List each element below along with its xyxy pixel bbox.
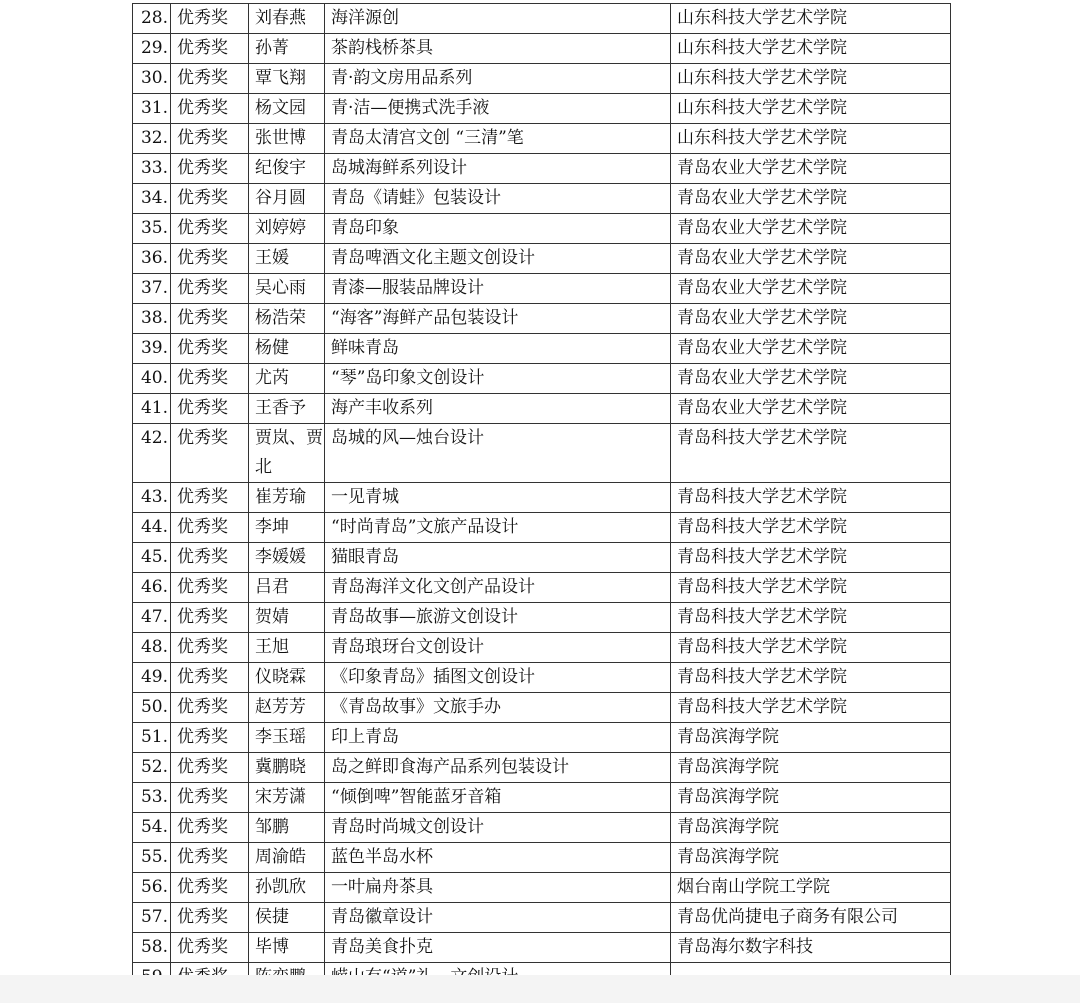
row-number-cell: 28. bbox=[133, 4, 171, 34]
winner-name-cell: 贾岚、贾北 bbox=[249, 424, 325, 483]
winner-name-cell: 周渝皓 bbox=[249, 843, 325, 873]
row-number-cell: 57. bbox=[133, 903, 171, 933]
institution-cell: 青岛农业大学艺术学院 bbox=[671, 244, 951, 274]
table-row bbox=[133, 663, 951, 693]
winner-name-cell: 王旭 bbox=[249, 633, 325, 663]
award-level-cell: 优秀奖 bbox=[171, 154, 249, 184]
row-number-cell: 51. bbox=[133, 723, 171, 753]
institution-cell: 青岛农业大学艺术学院 bbox=[671, 334, 951, 364]
award-level-cell: 优秀奖 bbox=[171, 4, 249, 34]
award-level-cell: 优秀奖 bbox=[171, 753, 249, 783]
award-level-cell: 优秀奖 bbox=[171, 903, 249, 933]
work-title-cell: 海洋源创 bbox=[325, 4, 671, 34]
winner-name-cell: 邹鹏 bbox=[249, 813, 325, 843]
work-title-cell: 青岛徽章设计 bbox=[325, 903, 671, 933]
award-level-cell: 优秀奖 bbox=[171, 693, 249, 723]
table-row bbox=[133, 394, 951, 424]
winner-name-cell: 纪俊宇 bbox=[249, 154, 325, 184]
work-title-cell: 青岛美食扑克 bbox=[325, 933, 671, 963]
institution-cell: 青岛农业大学艺术学院 bbox=[671, 394, 951, 424]
table-row bbox=[133, 933, 951, 963]
award-level-cell: 优秀奖 bbox=[171, 364, 249, 394]
table-row bbox=[133, 723, 951, 753]
row-number-cell: 31. bbox=[133, 94, 171, 124]
table-row bbox=[133, 334, 951, 364]
institution-cell: 山东科技大学艺术学院 bbox=[671, 4, 951, 34]
winner-name-cell: 侯捷 bbox=[249, 903, 325, 933]
work-title-cell: “倾倒啤”智能蓝牙音箱 bbox=[325, 783, 671, 813]
row-number-cell: 43. bbox=[133, 483, 171, 513]
row-number-cell: 36. bbox=[133, 244, 171, 274]
winner-name-cell: 崔芳瑜 bbox=[249, 483, 325, 513]
winner-name-cell: 刘春燕 bbox=[249, 4, 325, 34]
row-number-cell: 39. bbox=[133, 334, 171, 364]
work-title-cell: 猫眼青岛 bbox=[325, 543, 671, 573]
institution-cell: 青岛优尚捷电子商务有限公司 bbox=[671, 903, 951, 933]
work-title-cell: 青岛故事—旅游文创设计 bbox=[325, 603, 671, 633]
work-title-cell: 青岛时尚城文创设计 bbox=[325, 813, 671, 843]
winner-name-cell: 杨文园 bbox=[249, 94, 325, 124]
award-level-cell: 优秀奖 bbox=[171, 244, 249, 274]
row-number-cell: 53. bbox=[133, 783, 171, 813]
work-title-cell: 青·韵文房用品系列 bbox=[325, 64, 671, 94]
work-title-cell: 一见青城 bbox=[325, 483, 671, 513]
winner-name-cell: 冀鹏晓 bbox=[249, 753, 325, 783]
institution-cell: 青岛滨海学院 bbox=[671, 783, 951, 813]
row-number-cell: 47. bbox=[133, 603, 171, 633]
winner-name-cell: 仪晓霖 bbox=[249, 663, 325, 693]
winner-name-cell: 李媛媛 bbox=[249, 543, 325, 573]
award-level-cell: 优秀奖 bbox=[171, 573, 249, 603]
institution-cell: 烟台南山学院工学院 bbox=[671, 873, 951, 903]
row-number-cell: 30. bbox=[133, 64, 171, 94]
award-level-cell: 优秀奖 bbox=[171, 543, 249, 573]
winner-name-cell: 刘婷婷 bbox=[249, 214, 325, 244]
table-row bbox=[133, 364, 951, 394]
winner-name-cell: 吕君 bbox=[249, 573, 325, 603]
institution-cell: 青岛农业大学艺术学院 bbox=[671, 154, 951, 184]
winner-name-cell: 王媛 bbox=[249, 244, 325, 274]
table-row bbox=[133, 483, 951, 513]
institution-cell: 青岛科技大学艺术学院 bbox=[671, 483, 951, 513]
institution-cell: 青岛科技大学艺术学院 bbox=[671, 424, 951, 483]
work-title-cell: 茶韵栈桥茶具 bbox=[325, 34, 671, 64]
table-row bbox=[133, 94, 951, 124]
table-row bbox=[133, 543, 951, 573]
table-row bbox=[133, 154, 951, 184]
row-number-cell: 45. bbox=[133, 543, 171, 573]
table-row bbox=[133, 34, 951, 64]
institution-cell: 青岛农业大学艺术学院 bbox=[671, 184, 951, 214]
institution-cell: 山东科技大学艺术学院 bbox=[671, 64, 951, 94]
table-row bbox=[133, 304, 951, 334]
table-row bbox=[133, 753, 951, 783]
table-row bbox=[133, 124, 951, 154]
award-level-cell: 优秀奖 bbox=[171, 274, 249, 304]
winner-name-cell: 毕博 bbox=[249, 933, 325, 963]
institution-cell: 青岛科技大学艺术学院 bbox=[671, 693, 951, 723]
winner-name-cell: 杨浩荣 bbox=[249, 304, 325, 334]
work-title-cell: 蓝色半岛水杯 bbox=[325, 843, 671, 873]
row-number-cell: 46. bbox=[133, 573, 171, 603]
winner-name-cell: 王香予 bbox=[249, 394, 325, 424]
table-row bbox=[133, 184, 951, 214]
table-row bbox=[133, 693, 951, 723]
table-row bbox=[133, 64, 951, 94]
institution-cell: 山东科技大学艺术学院 bbox=[671, 124, 951, 154]
work-title-cell: 青岛啤酒文化主题文创设计 bbox=[325, 244, 671, 274]
work-title-cell: 青漆—服装品牌设计 bbox=[325, 274, 671, 304]
winner-name-cell: 张世博 bbox=[249, 124, 325, 154]
award-level-cell: 优秀奖 bbox=[171, 214, 249, 244]
winner-name-cell: 孙凯欣 bbox=[249, 873, 325, 903]
row-number-cell: 52. bbox=[133, 753, 171, 783]
row-number-cell: 44. bbox=[133, 513, 171, 543]
table-row bbox=[133, 783, 951, 813]
work-title-cell: 青岛海洋文化文创产品设计 bbox=[325, 573, 671, 603]
row-number-cell: 38. bbox=[133, 304, 171, 334]
award-level-cell: 优秀奖 bbox=[171, 64, 249, 94]
work-title-cell: 鲜味青岛 bbox=[325, 334, 671, 364]
row-number-cell: 34. bbox=[133, 184, 171, 214]
awards-table bbox=[132, 3, 951, 993]
winner-name-cell: 宋芳潇 bbox=[249, 783, 325, 813]
work-title-cell: 青岛太清宫文创 “三清”笔 bbox=[325, 124, 671, 154]
work-title-cell: 岛城的风—烛台设计 bbox=[325, 424, 671, 483]
work-title-cell: 青·洁—便携式洗手液 bbox=[325, 94, 671, 124]
table-row bbox=[133, 214, 951, 244]
award-level-cell: 优秀奖 bbox=[171, 334, 249, 364]
table-row bbox=[133, 813, 951, 843]
award-level-cell: 优秀奖 bbox=[171, 873, 249, 903]
work-title-cell: 岛之鲜即食海产品系列包装设计 bbox=[325, 753, 671, 783]
work-title-cell: 《印象青岛》插图文创设计 bbox=[325, 663, 671, 693]
winner-name-cell: 吴心雨 bbox=[249, 274, 325, 304]
award-level-cell: 优秀奖 bbox=[171, 424, 249, 483]
institution-cell: 青岛农业大学艺术学院 bbox=[671, 274, 951, 304]
row-number-cell: 55. bbox=[133, 843, 171, 873]
award-level-cell: 优秀奖 bbox=[171, 124, 249, 154]
winner-name-cell: 杨健 bbox=[249, 334, 325, 364]
table-row bbox=[133, 274, 951, 304]
winner-name-cell: 贺婧 bbox=[249, 603, 325, 633]
award-level-cell: 优秀奖 bbox=[171, 304, 249, 334]
award-level-cell: 优秀奖 bbox=[171, 394, 249, 424]
table-row bbox=[133, 513, 951, 543]
winner-name-cell: 李坤 bbox=[249, 513, 325, 543]
work-title-cell: “时尚青岛”文旅产品设计 bbox=[325, 513, 671, 543]
work-title-cell: 岛城海鲜系列设计 bbox=[325, 154, 671, 184]
award-level-cell: 优秀奖 bbox=[171, 94, 249, 124]
work-title-cell: 印上青岛 bbox=[325, 723, 671, 753]
award-level-cell: 优秀奖 bbox=[171, 34, 249, 64]
award-level-cell: 优秀奖 bbox=[171, 603, 249, 633]
award-level-cell: 优秀奖 bbox=[171, 184, 249, 214]
award-level-cell: 优秀奖 bbox=[171, 633, 249, 663]
institution-cell: 青岛科技大学艺术学院 bbox=[671, 633, 951, 663]
row-number-cell: 50. bbox=[133, 693, 171, 723]
award-level-cell: 优秀奖 bbox=[171, 933, 249, 963]
award-level-cell: 优秀奖 bbox=[171, 783, 249, 813]
institution-cell: 青岛科技大学艺术学院 bbox=[671, 663, 951, 693]
award-level-cell: 优秀奖 bbox=[171, 663, 249, 693]
institution-cell: 青岛农业大学艺术学院 bbox=[671, 214, 951, 244]
work-title-cell: 《青岛故事》文旅手办 bbox=[325, 693, 671, 723]
institution-cell: 青岛科技大学艺术学院 bbox=[671, 513, 951, 543]
winner-name-cell: 尤芮 bbox=[249, 364, 325, 394]
winner-name-cell: 李玉瑶 bbox=[249, 723, 325, 753]
work-title-cell: 青岛琅玡台文创设计 bbox=[325, 633, 671, 663]
table-row bbox=[133, 843, 951, 873]
award-level-cell: 优秀奖 bbox=[171, 843, 249, 873]
table-row bbox=[133, 244, 951, 274]
award-level-cell: 优秀奖 bbox=[171, 723, 249, 753]
table-row bbox=[133, 603, 951, 633]
award-level-cell: 优秀奖 bbox=[171, 813, 249, 843]
award-level-cell: 优秀奖 bbox=[171, 513, 249, 543]
row-number-cell: 56. bbox=[133, 873, 171, 903]
institution-cell: 青岛滨海学院 bbox=[671, 813, 951, 843]
work-title-cell: 青岛印象 bbox=[325, 214, 671, 244]
table-row bbox=[133, 4, 951, 34]
award-level-cell: 优秀奖 bbox=[171, 483, 249, 513]
work-title-cell: “琴”岛印象文创设计 bbox=[325, 364, 671, 394]
work-title-cell: 一叶扁舟茶具 bbox=[325, 873, 671, 903]
institution-cell: 青岛滨海学院 bbox=[671, 753, 951, 783]
row-number-cell: 42. bbox=[133, 424, 171, 483]
row-number-cell: 49. bbox=[133, 663, 171, 693]
work-title-cell: 青岛《请蛙》包装设计 bbox=[325, 184, 671, 214]
work-title-cell: “海客”海鲜产品包装设计 bbox=[325, 304, 671, 334]
institution-cell: 青岛科技大学艺术学院 bbox=[671, 573, 951, 603]
row-number-cell: 32. bbox=[133, 124, 171, 154]
institution-cell: 青岛农业大学艺术学院 bbox=[671, 364, 951, 394]
table-row bbox=[133, 873, 951, 903]
institution-cell: 山东科技大学艺术学院 bbox=[671, 34, 951, 64]
awards-table-body bbox=[133, 4, 951, 993]
winner-name-cell: 赵芳芳 bbox=[249, 693, 325, 723]
winner-name-cell: 覃飞翔 bbox=[249, 64, 325, 94]
institution-cell: 青岛海尔数字科技 bbox=[671, 933, 951, 963]
institution-cell: 青岛滨海学院 bbox=[671, 843, 951, 873]
row-number-cell: 35. bbox=[133, 214, 171, 244]
page-bottom-strip bbox=[0, 975, 1080, 1003]
work-title-cell: 海产丰收系列 bbox=[325, 394, 671, 424]
table-row bbox=[133, 424, 951, 483]
winner-name-cell: 孙菁 bbox=[249, 34, 325, 64]
institution-cell: 青岛科技大学艺术学院 bbox=[671, 543, 951, 573]
institution-cell: 青岛科技大学艺术学院 bbox=[671, 603, 951, 633]
row-number-cell: 40. bbox=[133, 364, 171, 394]
winner-name-cell: 谷月圆 bbox=[249, 184, 325, 214]
institution-cell: 青岛农业大学艺术学院 bbox=[671, 304, 951, 334]
row-number-cell: 54. bbox=[133, 813, 171, 843]
institution-cell: 青岛滨海学院 bbox=[671, 723, 951, 753]
row-number-cell: 33. bbox=[133, 154, 171, 184]
row-number-cell: 37. bbox=[133, 274, 171, 304]
table-row bbox=[133, 633, 951, 663]
row-number-cell: 41. bbox=[133, 394, 171, 424]
table-row bbox=[133, 903, 951, 933]
row-number-cell: 29. bbox=[133, 34, 171, 64]
institution-cell: 山东科技大学艺术学院 bbox=[671, 94, 951, 124]
row-number-cell: 48. bbox=[133, 633, 171, 663]
table-row bbox=[133, 573, 951, 603]
row-number-cell: 58. bbox=[133, 933, 171, 963]
